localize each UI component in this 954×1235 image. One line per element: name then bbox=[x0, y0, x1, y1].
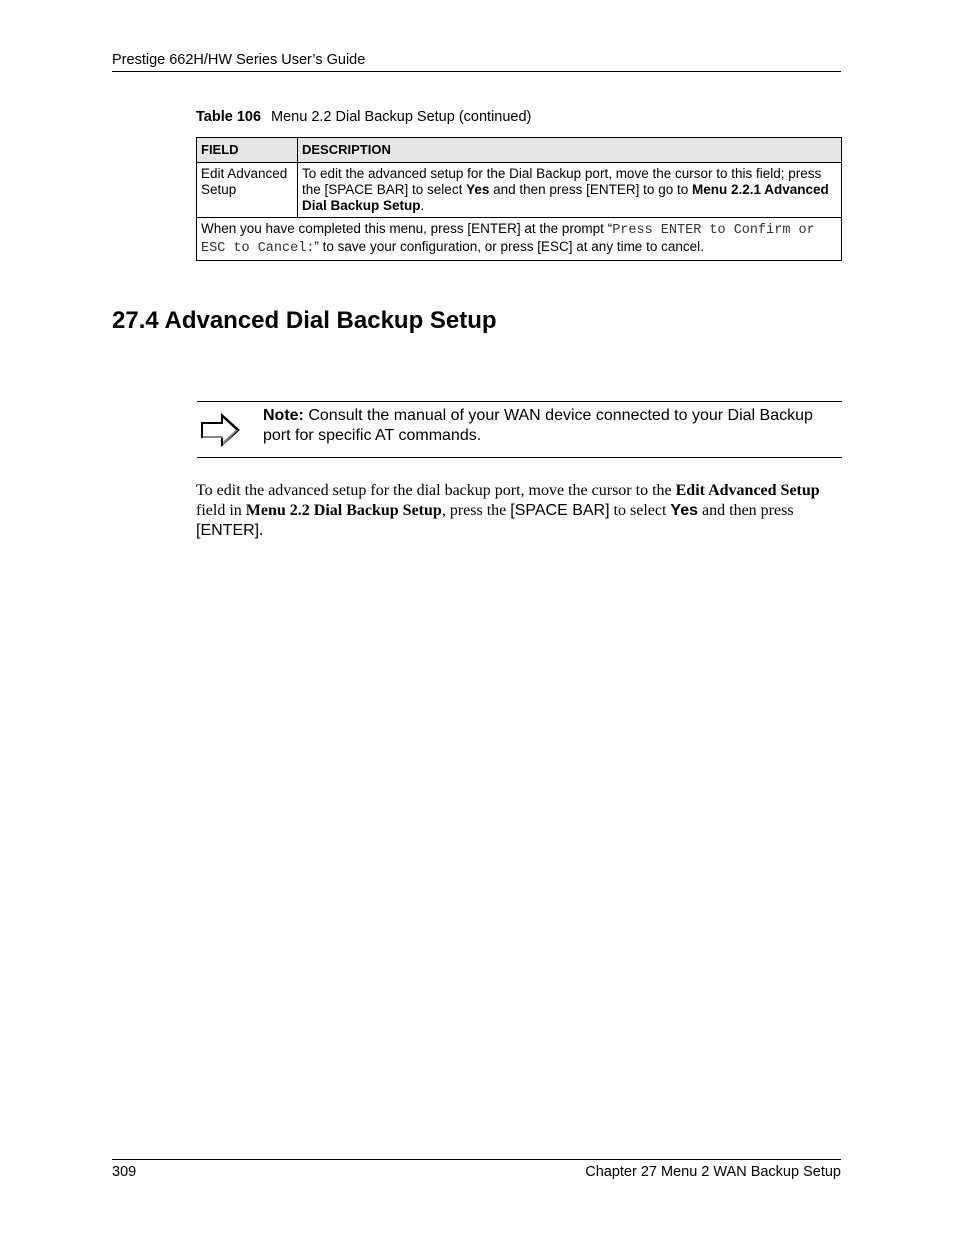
dial-backup-table bbox=[196, 137, 842, 261]
table-row bbox=[197, 163, 842, 218]
table-footer-row bbox=[197, 218, 842, 261]
note-label: Note: bbox=[263, 407, 304, 424]
note-text: Note: Consult the manual of your WAN device connected to your Dial Backup port for specific AT commands. bbox=[263, 407, 813, 444]
note-box bbox=[197, 401, 842, 458]
table-caption bbox=[196, 107, 531, 127]
table-number: Table 106 bbox=[196, 109, 262, 125]
page-number: 309 bbox=[112, 1164, 137, 1180]
footer-cell: When you have completed this menu, press [ENTER] at the prompt “Press ENTER to Confirm or ESC to Cancel:” to save your configuration, or press [ESC] at any time to cancel. bbox=[197, 218, 842, 261]
arrow-right-icon bbox=[199, 410, 243, 450]
header-description: DESCRIPTION bbox=[298, 138, 842, 163]
field-cell: Edit Advanced Setup bbox=[197, 163, 298, 218]
section-heading: 27.4 Advanced Dial Backup Setup bbox=[112, 307, 497, 334]
page-header bbox=[112, 50, 841, 72]
page-footer bbox=[112, 1159, 841, 1182]
table-header-row bbox=[197, 138, 842, 163]
description-cell: To edit the advanced setup for the Dial Backup port, move the cursor to this field; press the [SPACE BAR] to select Yes and then press [ENTER] to go to Menu 2.2.1 Advanced Dial Backup Setup. bbox=[298, 163, 842, 218]
prompt-text: Press ENTER to Confirm or ESC to Cancel: bbox=[201, 223, 815, 256]
body-paragraph: To edit the advanced setup for the dial backup port, move the cursor to the Edit Advanced Setup field in Menu 2.2 Dial Backup Setup, press the [SPACE BAR] to select Yes and then press [ENTER]. bbox=[196, 482, 820, 539]
chapter-title: Chapter 27 Menu 2 WAN Backup Setup bbox=[585, 1164, 841, 1180]
table-title: Menu 2.2 Dial Backup Setup (continued) bbox=[271, 109, 532, 125]
header-field: FIELD bbox=[197, 138, 298, 163]
header-title: Prestige 662H/HW Series User’s Guide bbox=[112, 52, 366, 68]
